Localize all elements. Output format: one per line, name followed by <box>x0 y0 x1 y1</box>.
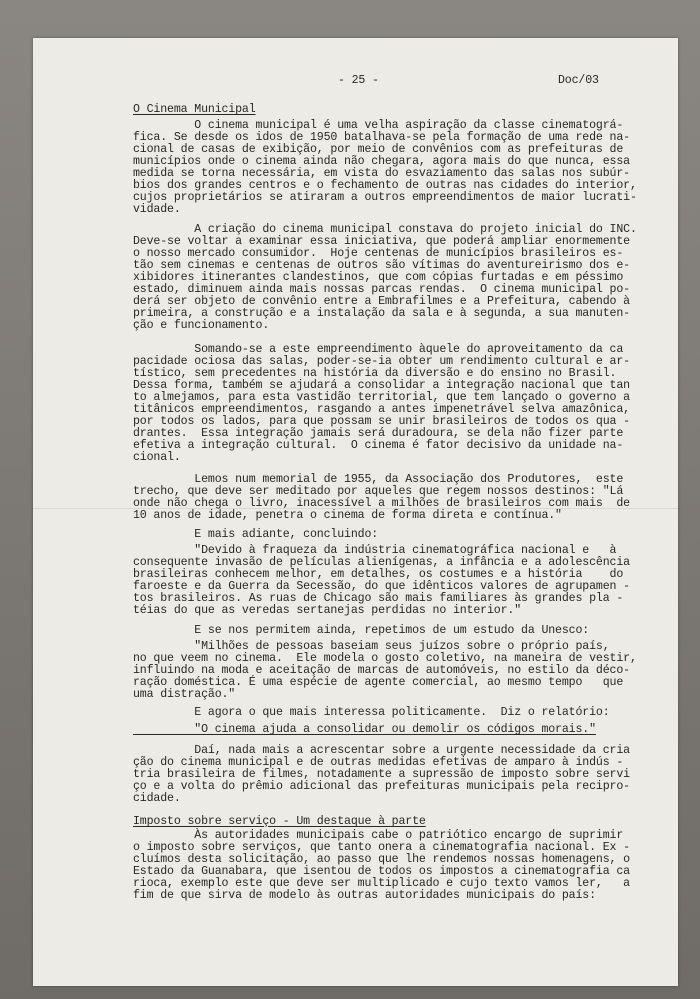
text-line: ração doméstica. É uma espécie de agente comercial, ao mesmo tempo que <box>133 676 624 690</box>
text-line: primeira, a construção e a instalação da sala e à segunda, a sua manuten- <box>133 307 630 321</box>
text-line: tão sem cinemas e centenas de outros são vítimas do aventureirismo dos e- <box>133 259 630 273</box>
text-line: ço e a volta do prêmio adicional das prefeituras municipais pela recipro- <box>133 780 630 794</box>
text-line: municípios onde o cinema ainda não chegara, agora mais do que nunca, essa <box>133 155 630 169</box>
text-line: xibidores itinerantes clandestinos, que com cópias furtadas e em péssimo <box>133 271 624 285</box>
text-line: efetiva a integração cultural. O cinema é fator decisivo da unidade na- <box>133 439 624 453</box>
text-line: 10 anos de idade, penetra o cinema de forma direta e contínua." <box>133 509 562 523</box>
text-line: to almejamos, para esta vastidão territorial, que tem lançado o governo a <box>133 391 630 405</box>
text-line: Às autoridades municipais cabe o patriótico encargo de suprimir <box>133 829 624 842</box>
text-line: trecho, que deve ser meditado por aqueles que regem nossos destinos: "Lá <box>133 485 624 499</box>
text-line: uma distração." <box>133 688 236 702</box>
text-line: pacidade ociosa das salas, poder-se-ia obter um rendimento cultural e ar- <box>133 355 630 369</box>
text-line: fica. Se desde os idos de 1950 batalhava-se pela formação de uma rede na- <box>133 131 630 145</box>
text-line: Daí, nada mais a acrescentar sobre a urgente necessidade da cria <box>133 744 630 757</box>
text-line: o imposto sobre serviços, que tanto onera a cinematografia nacional. Ex - <box>133 841 630 855</box>
text-line: derá ser objeto de convênio entre a Embrafilmes e a Prefeitura, cabendo à <box>133 295 630 309</box>
document-page <box>33 38 678 986</box>
text-line: Lemos num memorial de 1955, da Associação dos Produtores, este <box>133 473 624 486</box>
text-line: cujos proprietários se atiraram a outros empreendimentos de maior lucrati- <box>133 191 637 205</box>
page-number: - 25 - <box>338 74 379 87</box>
text-line: estado, diminuem ainda mais nossas parcas rendas. O cinema municipal po- <box>133 283 630 297</box>
text-line: o nosso mercado consumidor. Hoje centenas de municípios brasileiros es- <box>133 247 624 261</box>
text-line: "Milhões de pessoas baseiam seus juízos sobre o próprio país, <box>133 640 610 653</box>
text-line: cional. <box>133 451 181 465</box>
text-line: "Devido à fraqueza da indústria cinematográfica nacional e à <box>133 544 617 557</box>
text-line: A criação do cinema municipal constava do projeto inicial do INC. <box>133 223 637 236</box>
text-line: brasileiras conhecem melhor, em detalhes, os costumes e a história do <box>133 568 624 582</box>
text-line: "O cinema ajuda a consolidar ou demolir os códigos morais." <box>133 723 596 736</box>
text-line: téias do que as veredas sertanejas perdidas no interior." <box>133 604 522 618</box>
text-line: por todos os lados, para que possam se unir brasileiros de todos os qua - <box>133 415 630 429</box>
text-line: influindo na moda e aceitação de marcas de automóveis, no estilo da déco- <box>133 664 630 678</box>
text-line: tístico, sem precedentes na história da diversão e do ensino no Brasil. <box>133 367 617 381</box>
text-line: titânicos empreendimentos, rasgando a antes impenetrável selva amazônica, <box>133 403 630 417</box>
text-line: bios dos grandes centros e o fechamento de outras nas cidades do interior, <box>133 179 637 193</box>
text-line: no que veem no cinema. Ele modela o gosto coletivo, na maneira de vestir, <box>133 652 637 666</box>
text-line: drantes. Essa integração jamais será duradoura, se dela não fizer parte <box>133 427 624 441</box>
text-line: E mais adiante, concluindo: <box>133 528 379 541</box>
text-line: ção do cinema municipal e de outras medidas efetivas de amparo à indús - <box>133 756 624 770</box>
text-line: E se nos permitem ainda, repetimos de um estudo da Unesco: <box>133 624 590 637</box>
doc-reference: Doc/03 <box>558 74 599 87</box>
text-line: cional de casas de exibição, por meio de convênios com as prefeituras de <box>133 143 624 157</box>
text-line: consequente invasão de películas alienígenas, a infância e a adolescência <box>133 556 630 570</box>
text-line: rioca, exemplo este que deve ser multiplicado e cujo texto vamos ler, a <box>133 877 630 891</box>
text-line: tos brasileiros. As ruas de Chicago são mais familiares às grandes pla - <box>133 592 624 606</box>
text-line: Estado da Guanabara, que isentou de todos os impostos a cinematografia ca <box>133 865 630 879</box>
section-heading: Imposto sobre serviço - Um destaque à parte <box>133 815 426 828</box>
text-line: onde não chega o livro, inacessível a milhões de brasileiros com mais de <box>133 497 630 511</box>
text-line: cluímos desta solicitação, ao passo que lhe rendemos nossas homenagens, o <box>133 853 630 867</box>
section-heading: O Cinema Municipal <box>133 103 256 116</box>
text-line: cidade. <box>133 792 181 806</box>
text-line: tria brasileira de filmes, notadamente a supressão de imposto sobre servi <box>133 768 630 782</box>
text-line: Deve-se voltar a examinar essa iniciativa, que poderá ampliar enormemente <box>133 235 630 249</box>
text-line: ção e funcionamento. <box>133 319 270 333</box>
text-line: Dessa forma, também se ajudará a consolidar a integração nacional que tan <box>133 379 630 393</box>
text-line: medida se torna necessária, em vista do esvaziamento das salas nos subúr- <box>133 167 630 181</box>
text-line: faroeste e da Guerra da Secessão, do que idênticos valores de agrupamen - <box>133 580 630 594</box>
text-line: vidade. <box>133 203 181 217</box>
text-line: O cinema municipal é uma velha aspiração da classe cinematográ- <box>133 119 624 132</box>
text-line: E agora o que mais interessa politicamente. Diz o relatório: <box>133 706 610 719</box>
text-line: fim de que sirva de modelo às outras autoridades municipais do país: <box>133 889 596 903</box>
text-line: Somando-se a este empreendimento àquele do aproveitamento da ca <box>133 343 624 356</box>
